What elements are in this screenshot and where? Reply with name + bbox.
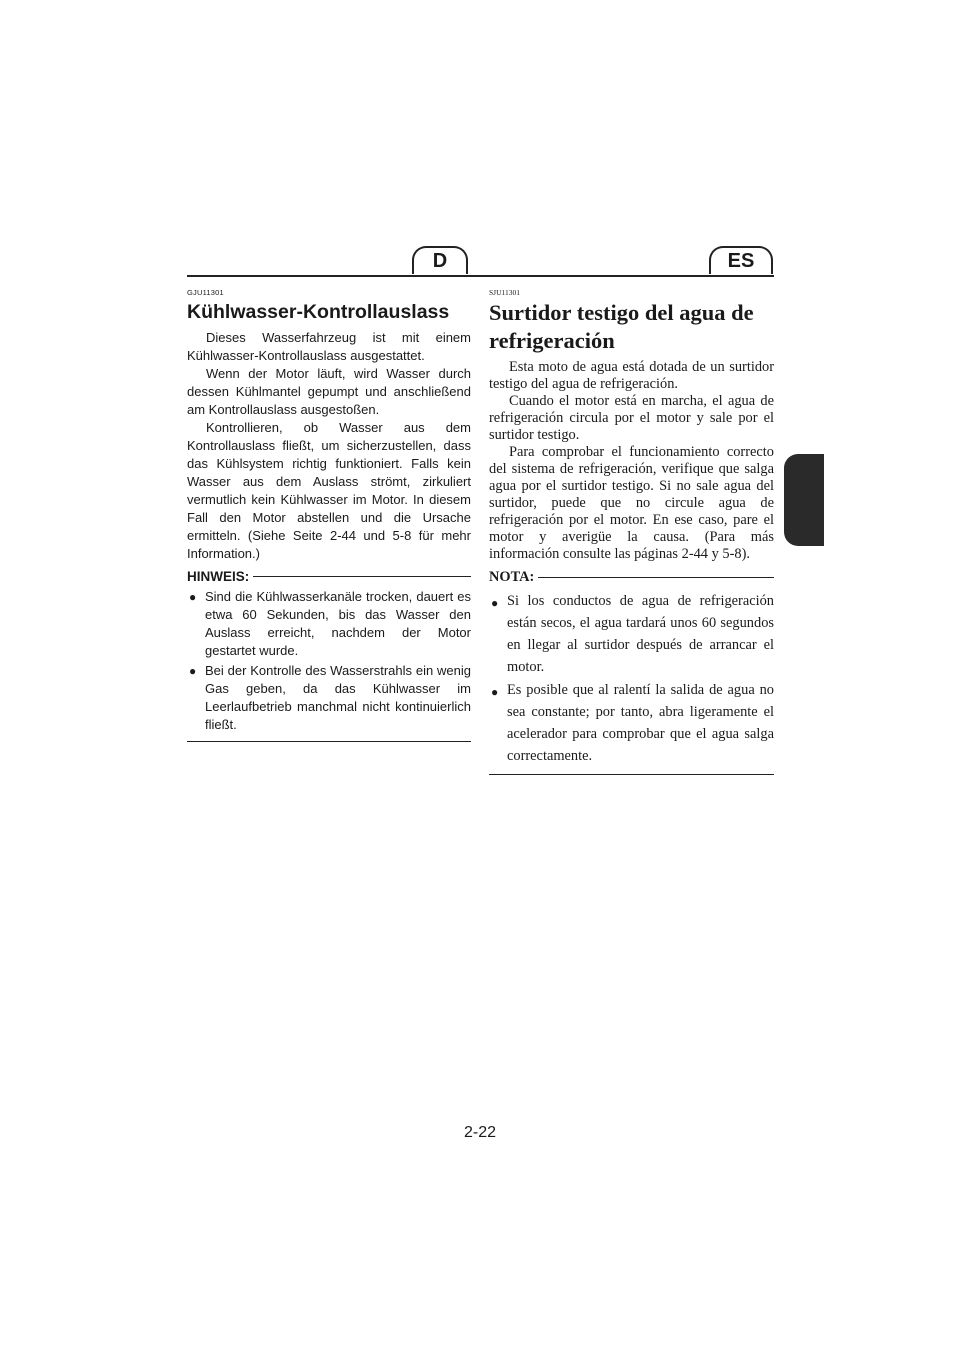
chapter-side-tab: [784, 454, 824, 546]
spanish-paragraph: Esta moto de agua está dotada de un surtidor testigo del agua de refrigeración.: [489, 359, 774, 392]
spanish-note-heading: [489, 569, 774, 586]
spanish-note-text: Es posible que al ralentí la salida de agua no sea constante; por tanto, abra ligeramente el acelerador para comprobar que el agua salga correctamente.: [507, 682, 774, 764]
bullet-icon: ●: [491, 596, 499, 610]
spanish-note-text: Si los conductos de agua de refrigeración están secos, el agua tardará unos 60 segundos en llegar al surtidor después de arrancar el motor.: [507, 593, 774, 675]
list-item: [187, 662, 471, 734]
list-item: [489, 590, 774, 678]
spanish-paragraph: Para comprobar el funcionamiento correcto del sistema de refrigeración, verifique que salga agua por el surtidor testigo. Si no sale agua del surtidor, puede que no circule agua de refrigeración por el motor. En ese caso, pare el motor y averigüe la causa. (Para más información consulte las páginas 2-44 y 5-8).: [489, 444, 774, 562]
spanish-paragraph: Cuando el motor está en marcha, el agua de refrigeración circula por el motor y sale por el surtidor testigo.: [489, 393, 774, 443]
german-note-heading: [187, 569, 471, 584]
german-paragraph: Dieses Wasserfahrzeug ist mit einem Kühlwasser-Kontrollauslass ausgestattet.: [187, 330, 471, 363]
german-note-label: HINWEIS:: [187, 569, 250, 584]
bullet-icon: ●: [491, 685, 499, 699]
spanish-note-label: NOTA:: [489, 569, 535, 585]
german-paragraph: Wenn der Motor läuft, wird Wasser durch dessen Kühlmantel gepumpt und anschließend am Kontrollauslass ausgestoßen.: [187, 366, 471, 417]
german-section-code: GJU11301: [187, 288, 224, 297]
spanish-section-code: SJU11301: [489, 288, 520, 297]
language-tab-german: D: [412, 246, 468, 274]
list-item: [187, 588, 471, 660]
bullet-icon: ●: [189, 590, 197, 604]
german-section-title: Kühlwasser-Kontrollauslass: [187, 301, 450, 323]
bullet-icon: ●: [189, 664, 197, 678]
german-column: [187, 288, 471, 742]
spanish-column: [489, 288, 774, 775]
page-number: 2-22: [463, 1124, 497, 1141]
language-tab-spanish: ES: [709, 246, 773, 274]
note-rule: [253, 576, 471, 577]
note-rule: [538, 577, 774, 578]
german-note-text: Sind die Kühlwasserkanäle trocken, dauert es etwa 60 Sekunden, bis das Wasser den Auslass erreicht, nachdem der Motor gestartet wurde.: [205, 589, 471, 658]
note-end-rule: [187, 741, 471, 742]
note-end-rule: [489, 774, 774, 775]
spanish-note-list: [489, 590, 774, 767]
german-note-text: Bei der Kontrolle des Wasserstrahls ein wenig Gas geben, da das Kühlwasser im Leerlaufbetrieb manchmal nicht kontinuierlich fließt.: [205, 663, 471, 732]
german-note-list: [187, 588, 471, 734]
german-paragraph: Kontrollieren, ob Wasser aus dem Kontrollauslass fließt, um sicherzustellen, dass das Kühlsystem richtig funktioniert. Falls kein Wasser aus dem Auslass strömt, zirkuliert vermutlich kein Kühlwasser im Motor. In diesem Fall den Motor abstellen und die Ursache ermitteln. (Siehe Seite 2-44 und 5-8 für mehr Information.): [187, 420, 471, 561]
list-item: [489, 679, 774, 767]
page-header: [187, 246, 774, 278]
spanish-section-title: Surtidor testigo del agua de refrigeración: [489, 300, 754, 353]
header-rule: [187, 275, 774, 277]
